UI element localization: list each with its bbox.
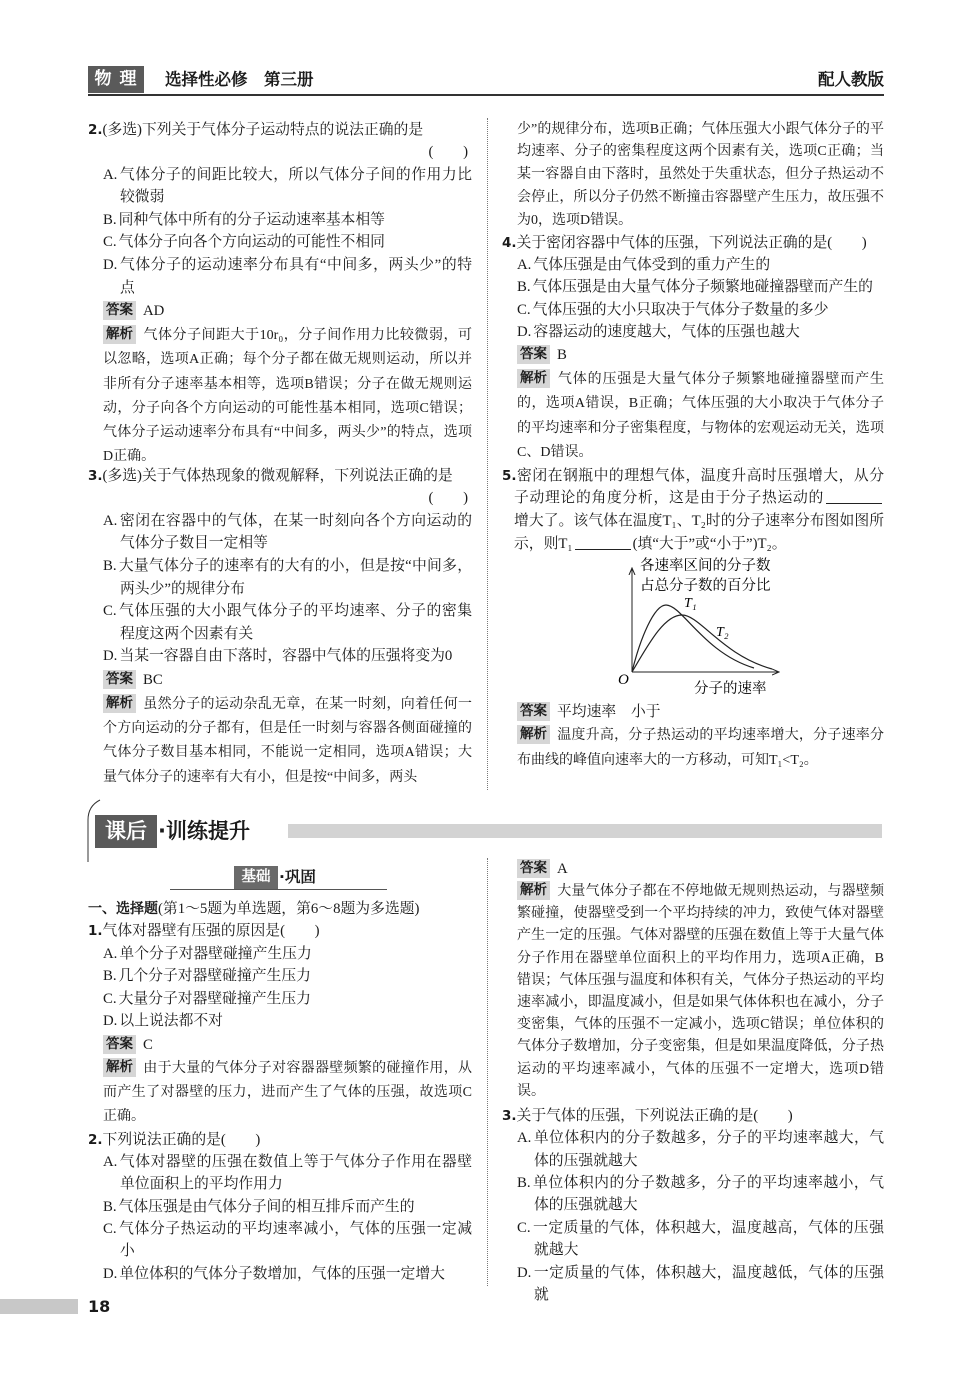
option-letter: D.	[103, 648, 118, 665]
option-letter: B.	[517, 1175, 531, 1192]
option-letter: C.	[517, 301, 531, 318]
question-text: (多选)关于气体热现象的微观解释，下列说法正确的是	[102, 467, 453, 484]
option-letter: A.	[103, 945, 118, 962]
analysis	[502, 881, 884, 1103]
option-letter: A.	[103, 1154, 118, 1171]
analysis-text: 气体的压强是大量气体分子频繁地碰撞器壁而产生的，选项A错误，B正确；气体压强的大小取决于气体分子的平均速率和分子密集程度，与物体的宏观运动无关，选项C、D错误。	[517, 372, 884, 460]
answer-row	[502, 700, 884, 724]
option-text: 气体压强是由气体分子间的相互排斥而产生的	[118, 1198, 415, 1215]
analysis	[88, 693, 472, 790]
question-2-block	[88, 119, 472, 470]
answer-value: A	[557, 861, 568, 877]
option-letter: A.	[517, 1130, 532, 1147]
option-text: 一定质量的气体，体积越大，温度越高，气体的压强就越大	[532, 1219, 884, 1259]
option-d	[88, 645, 472, 668]
option-b	[502, 276, 884, 298]
group-note: (第1～5题为单选题，第6～8题为多选题)	[158, 900, 420, 917]
option-letter: B.	[103, 558, 117, 575]
option-text: 以上说法都不对	[119, 1013, 223, 1030]
question-text: 关于气体的压强，下列说法正确的是( )	[516, 1107, 793, 1124]
question-text: 下列说法正确的是( )	[102, 1131, 261, 1148]
book-title: 选择性必修 第三册	[165, 70, 314, 89]
question-number: 2.	[88, 1131, 103, 1148]
section-title-box: 课后	[95, 815, 157, 848]
option-letter: C.	[103, 234, 117, 251]
answer-row	[502, 857, 884, 881]
curve-t2-label: T₂	[716, 625, 729, 640]
analysis	[502, 368, 884, 465]
option-text: 几个分子对器壁碰撞产生压力	[118, 968, 311, 985]
practice-question-2-answer-block	[502, 857, 884, 1103]
option-letter: D.	[103, 257, 118, 274]
question-4-stem	[502, 232, 884, 254]
option-text: 气体分子的运动速率分布具有“中间多，两头少”的特点	[119, 257, 472, 296]
question-number: 2.	[88, 121, 103, 138]
answer-label: 答案	[103, 301, 136, 320]
option-text: 当某一容器自由下落时，容器中气体的压强将变为0	[119, 648, 453, 665]
answer-bracket: ( )	[428, 490, 468, 507]
question-2-stem	[88, 1129, 472, 1151]
practice-question-3-block	[502, 1105, 884, 1307]
answer-row	[88, 668, 472, 693]
footer-bar	[0, 1299, 78, 1314]
analysis-text: 大量气体分子都在不停地做无规则热运动，与器壁频繁碰撞，使器壁受到一个平均持续的冲力，致使气体对器壁产生一定的压强。气体对器壁的压强在数值上等于大量气体分子作用在器壁单位面积上的平均作用力，选项A正确，B错误；气体压强与温度和体积有关，气体分子热运动的平均速率减小，即温度减小，但是如果气体体积也在减小，分子变密集，气体的压强不一定减小，选项C错误；单位体积的气体分子数增加，分子变密集，但是如果温度降低，分子热运动的平均速率减小，气体的压强不一定增大，选项D错误。	[517, 884, 884, 1099]
option-letter: D.	[103, 1013, 118, 1030]
answer-label: 答案	[517, 859, 550, 878]
option-d	[502, 1262, 884, 1307]
answer-label: 答案	[103, 1035, 136, 1054]
answer-value: B	[557, 347, 567, 364]
option-letter: D.	[103, 1265, 118, 1282]
analysis	[502, 724, 884, 773]
answer-value: 平均速率 小于	[557, 704, 661, 721]
question-text-part-2: 增大了。该气体在温度T₁、T₂时的分子速率分布图如图所示，则T₁	[514, 513, 884, 552]
option-text: 气体对器壁的压强在数值上等于气体分子作用在器壁单位面积上的平均作用力	[119, 1154, 472, 1193]
option-a	[502, 1127, 884, 1172]
option-text: 同种气体中所有的分子运动速率基本相等	[118, 211, 385, 228]
option-b	[502, 1172, 884, 1217]
answer-label: 答案	[517, 345, 550, 364]
analysis-label: 解析	[103, 1058, 136, 1077]
y-axis-label-line-2: 占总分子数的百分比	[640, 578, 771, 594]
answer-row	[88, 1033, 472, 1057]
option-c	[88, 1218, 472, 1263]
analysis-label: 解析	[517, 369, 550, 388]
speed-distribution-figure	[600, 555, 800, 702]
option-a	[88, 943, 472, 966]
analysis-text-continued: 少”的规律分布，选项B正确；气体压强大小跟气体分子的平均速率、分子的密集程度这两个因素有关，选项C正确；当某一容器自由下落时，虽然处于失重状态，但分子热运动不会停止，所以分子仍然不断撞击容器壁产生压力，故压强不为0，选项D错误。	[517, 121, 884, 228]
edition-label: 配人教版	[818, 70, 884, 89]
subsection-badge: 基础	[234, 866, 278, 889]
question-5-stem	[502, 465, 884, 556]
option-c	[88, 231, 472, 254]
y-axis-label-line-1: 各速率区间的分子数	[640, 558, 771, 574]
answer-value: BC	[143, 672, 163, 689]
option-text: 容器运动的速度越大，气体的压强也越大	[533, 323, 800, 340]
option-a	[88, 510, 472, 555]
question-text-part-3: (填“大于”或“小于”)T₂。	[632, 535, 787, 552]
option-b	[88, 1196, 472, 1218]
question-4-block	[502, 232, 884, 465]
analysis-label: 解析	[103, 694, 136, 713]
question-3-stem	[502, 1105, 884, 1127]
question-number: 5.	[502, 467, 517, 484]
group-label: 一、选择题	[88, 900, 158, 917]
answer-value: AD	[143, 303, 165, 320]
option-letter: C.	[103, 1220, 117, 1237]
answer-value: C	[143, 1036, 153, 1053]
analysis-text: 由于大量的气体分子对容器器壁频繁的碰撞作用，从而产生了对器壁的压力，进而产生了气体的压强，故选项C正确。	[103, 1060, 472, 1124]
option-b	[88, 209, 472, 232]
fill-blank-1	[826, 490, 882, 505]
analysis-label: 解析	[517, 881, 550, 900]
origin-label: O	[618, 672, 629, 688]
option-a	[88, 1151, 472, 1196]
curve-t2	[632, 615, 772, 672]
option-text: 大量分子对器壁碰撞产生压力	[118, 990, 311, 1007]
analysis-text: 虽然分子的运动杂乱无章，在某一时刻，向着任何一个方向运动的分子都有，但是任一时刻与容器各侧面碰撞的气体分子数目基本相同，不能说一定相同，选项A错误；大量气体分子的速率有大有小，但是按“中间多，两头	[103, 697, 472, 785]
page-number: 18	[88, 1297, 111, 1316]
option-letter: A.	[103, 166, 118, 183]
subject-badge: 物 理	[88, 66, 144, 93]
analysis-text: 温度升高，分子热运动的平均速率增大，分子速率分布曲线的峰值向速率大的一方移动，可知T₁<T₂。	[517, 728, 884, 768]
option-c	[88, 988, 472, 1011]
question-3-stem	[88, 465, 472, 488]
option-c	[502, 299, 884, 321]
question-2-stem	[88, 119, 472, 142]
answer-label: 答案	[517, 702, 550, 721]
option-letter: B.	[103, 211, 117, 228]
option-letter: D.	[517, 1264, 532, 1281]
column-divider-bottom	[487, 858, 488, 1286]
answer-row	[88, 299, 472, 324]
question-3-block	[88, 465, 472, 790]
practice-question-2-block	[88, 1129, 472, 1285]
question-number: 4.	[502, 234, 517, 251]
option-letter: C.	[103, 603, 117, 620]
answer-bracket: ( )	[428, 144, 468, 161]
answer-label: 答案	[103, 670, 136, 689]
option-text: 气体压强的大小跟气体分子的平均速率、分子的密集程度这两个因素有关	[118, 603, 472, 642]
question-number: 3.	[502, 1107, 517, 1124]
option-text: 气体压强的大小只取决于气体分子数量的多少	[532, 301, 829, 318]
option-letter: B.	[517, 279, 531, 296]
option-c	[502, 1217, 884, 1262]
question-text: (多选)下列关于气体分子运动特点的说法正确的是	[102, 121, 424, 138]
curve-t1	[632, 605, 754, 672]
option-b	[88, 965, 472, 988]
option-text: 单位体积内的分子数越多，分子的平均速率越小，气体的压强就越大	[532, 1175, 884, 1214]
option-b	[88, 555, 472, 600]
question-text: 关于密闭容器中气体的压强，下列说法正确的是( )	[516, 234, 867, 251]
option-text: 气体压强是由大量气体分子频繁地碰撞器壁而产生的	[532, 279, 873, 296]
question-number: 3.	[88, 467, 103, 484]
practice-question-1-block	[88, 898, 472, 1129]
option-letter: A.	[517, 257, 532, 274]
option-letter: D.	[517, 323, 532, 340]
question-5-answer-block	[502, 700, 884, 773]
option-letter: A.	[103, 512, 118, 529]
option-text: 一定质量的气体，体积越大，温度越低，气体的压强就	[533, 1264, 884, 1304]
analysis-label: 解析	[517, 725, 550, 744]
curve-t1-label: T₁	[684, 596, 697, 611]
option-text: 大量气体分子的速率有的大有的小，但是按“中间多，两头少”的规律分布	[118, 558, 472, 597]
option-letter: C.	[103, 990, 117, 1007]
option-letter: C.	[517, 1219, 531, 1236]
option-text: 单位体积的气体分子数增加，气体的压强一定增大	[119, 1265, 445, 1282]
x-axis-label: 分子的速率	[694, 681, 767, 697]
question-text-part-1: 密闭在钢瓶中的理想气体，温度升高时压强增大，从分子动理论的角度分析，这是由于分子热运动的	[514, 467, 884, 507]
analysis	[88, 324, 472, 469]
header-rule	[88, 94, 884, 96]
section-title: ·训练提升	[158, 819, 250, 843]
subsection-rule	[170, 889, 387, 890]
answer-row	[502, 343, 884, 368]
option-text: 气体压强是由气体受到的重力产生的	[533, 257, 771, 274]
section-bar	[288, 824, 882, 838]
option-text: 气体分子热运动的平均速率减小，气体的压强一定减小	[118, 1220, 472, 1260]
option-c	[88, 600, 472, 645]
option-d	[88, 1263, 472, 1285]
option-d	[88, 254, 472, 299]
subsection-title: ·巩固	[279, 868, 316, 886]
option-letter: B.	[103, 1198, 117, 1215]
column-divider-top	[487, 118, 488, 790]
fill-blank-2	[575, 535, 631, 550]
question-group-title	[88, 898, 472, 921]
option-a	[502, 254, 884, 276]
analysis-text: 气体分子间距大于10r₀，分子间作用力比较微弱，可以忽略，选项A正确；每个分子都在做无规则运动，所以并非所有分子速率基本相等，选项B错误；分子在做无规则运动，分子向各个方向运动的可能性基本相同，选项C错误；气体分子运动速率分布具有“中间多，两头少”的特点，选项D正确。	[103, 328, 472, 465]
analysis	[88, 1057, 472, 1129]
analysis-label: 解析	[103, 325, 136, 344]
option-a	[88, 164, 472, 209]
option-d	[502, 321, 884, 343]
question-5-block	[502, 465, 884, 556]
option-text: 气体分子向各个方向运动的可能性不相同	[118, 234, 385, 251]
question-number: 1.	[88, 923, 103, 940]
option-text: 单个分子对器壁碰撞产生压力	[119, 945, 312, 962]
question-1-stem	[88, 920, 472, 943]
option-text: 气体分子的间距比较大，所以气体分子间的作用力比较微弱	[119, 166, 472, 206]
option-text: 单位体积内的分子数越多，分子的平均速率越大，气体的压强就越大	[533, 1130, 884, 1169]
option-text: 密闭在容器中的气体，在某一时刻向各个方向运动的气体分子数目一定相等	[119, 512, 472, 552]
question-text: 气体对器壁有压强的原因是( )	[102, 923, 320, 940]
option-d	[88, 1010, 472, 1033]
question-3-analysis-continued	[502, 119, 884, 233]
option-letter: B.	[103, 968, 117, 985]
